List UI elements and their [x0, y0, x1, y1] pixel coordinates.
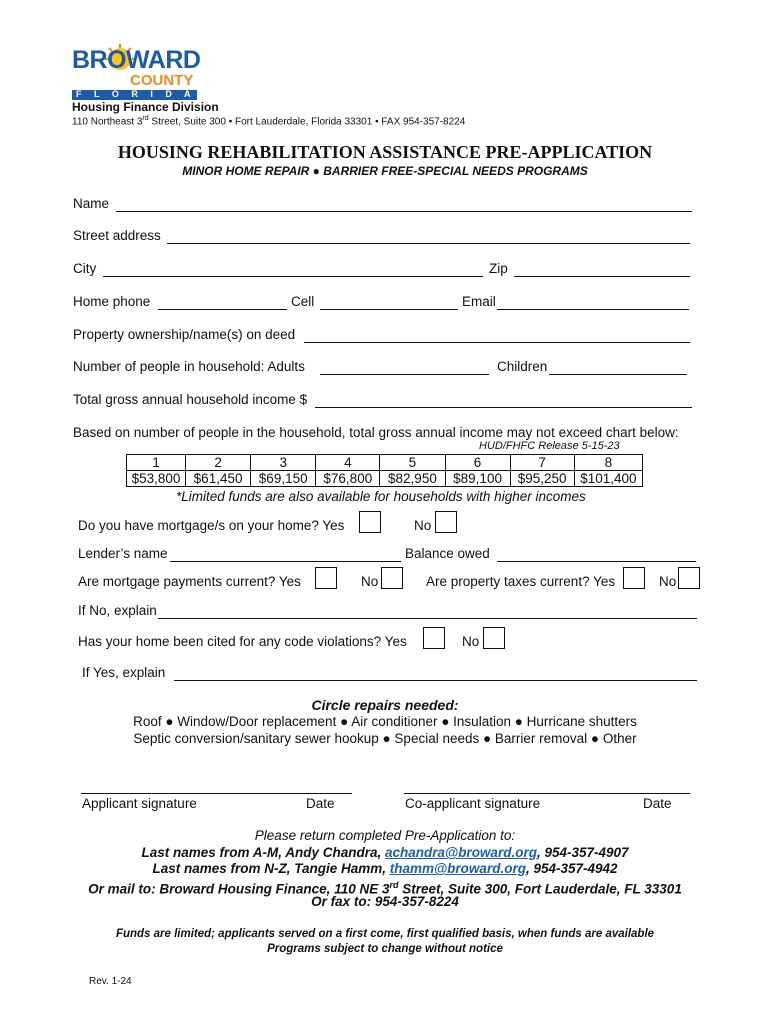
hamm-email-link[interactable]: thamm@broward.org [389, 861, 526, 876]
chandra-email-link[interactable]: achandra@broward.org [385, 845, 537, 860]
coapplicant-date-label: Date [643, 796, 672, 811]
household-size-cell: 6 [445, 455, 510, 471]
income-chart-note: *Limited funds are also available for households with higher incomes [176, 489, 586, 504]
explain-no-label: If No, explain [78, 603, 157, 618]
coapplicant-signature-label: Co-applicant signature [405, 796, 541, 811]
payments-current-question: Are mortgage payments current? Yes [78, 574, 301, 589]
city-field[interactable] [103, 263, 483, 277]
street-label: Street address [73, 228, 161, 243]
income-limit-cell: $69,150 [251, 471, 316, 487]
contact-text: , 954-357-4942 [525, 861, 618, 876]
payments-no-label: No [361, 574, 379, 589]
household-size-cell: 1 [127, 455, 186, 471]
cell-field[interactable] [320, 296, 458, 310]
income-limit-cell: $76,800 [316, 471, 380, 487]
income-limit-cell: $53,800 [127, 471, 186, 487]
adults-field[interactable] [320, 361, 489, 375]
revision-label: Rev. 1-24 [89, 976, 132, 987]
violations-no-label: No [462, 634, 480, 649]
balance-field[interactable] [497, 548, 696, 562]
taxes-no-label: No [659, 574, 677, 589]
division-name: Housing Finance Division [72, 100, 219, 114]
repairs-heading: Circle repairs needed: [311, 697, 459, 713]
income-limit-cell: $95,250 [510, 471, 574, 487]
broward-county-logo [72, 44, 201, 100]
contact-text: , 954-357-4907 [536, 845, 629, 860]
zip-label: Zip [489, 261, 508, 276]
name-label: Name [73, 196, 110, 211]
contact-text: Last names from A-M, Andy Chandra, [141, 845, 385, 860]
table-row [127, 471, 643, 487]
address-part: Street, Suite 300 • Fort Lauderdale, Florida 33301 • FAX 954-357-8224 [148, 116, 466, 128]
mortgage-no-label: No [414, 518, 432, 533]
taxes-yes-checkbox[interactable] [623, 567, 645, 589]
mortgage-no-checkbox[interactable] [435, 511, 457, 533]
taxes-current-question: Are property taxes current? Yes [426, 574, 616, 589]
email-label: Email [462, 294, 496, 309]
mortgage-question: Do you have mortgage/s on your home? Yes [78, 518, 345, 533]
household-size-cell: 4 [316, 455, 380, 471]
ownership-label: Property ownership/name(s) on deed [73, 327, 296, 342]
zip-field[interactable] [514, 263, 690, 277]
income-label: Total gross annual household income $ [73, 392, 308, 407]
household-size-cell: 8 [574, 455, 642, 471]
address-sup: rd [142, 115, 149, 122]
page-title: HOUSING REHABILITATION ASSISTANCE PRE-APPLICATION [117, 142, 653, 162]
balance-label: Balance owed [405, 546, 490, 561]
income-limit-cell: $101,400 [574, 471, 642, 487]
income-chart-release: HUD/FHFC Release 5-15-23 [479, 440, 620, 452]
payments-no-checkbox[interactable] [381, 567, 403, 589]
repairs-options-line2[interactable]: Septic conversion/sanitary sewer hookup ● Special needs ● Barrier removal ● Other [133, 731, 637, 746]
explain-yes-field[interactable] [174, 667, 697, 681]
income-chart-intro: Based on number of people in the household, total gross annual income may not exceed chart below: [73, 425, 679, 440]
income-field[interactable] [315, 394, 692, 408]
violations-no-checkbox[interactable] [483, 627, 505, 649]
explain-no-field[interactable] [158, 605, 697, 619]
household-size-cell: 5 [380, 455, 445, 471]
funds-notice: Funds are limited; applicants served on a first come, first qualified basis, when funds are available [115, 928, 655, 940]
children-label: Children [497, 359, 548, 374]
home-phone-field[interactable] [158, 296, 287, 310]
lender-field[interactable] [170, 548, 401, 562]
income-limit-cell: $89,100 [445, 471, 510, 487]
home-phone-label: Home phone [73, 294, 151, 309]
logo-florida-text: F L O R I D A [76, 89, 196, 99]
income-limit-cell: $82,950 [380, 471, 445, 487]
logo-broward-text: BROWARD [72, 46, 201, 74]
logo-county-text: COUNTY [130, 72, 194, 89]
email-field[interactable] [497, 296, 689, 310]
lender-label: Lender’s name [78, 546, 168, 561]
return-contact-a-m [0, 845, 770, 861]
name-field[interactable] [116, 198, 692, 212]
children-field[interactable] [549, 361, 687, 375]
applicant-date-label: Date [306, 796, 335, 811]
table-row [127, 455, 643, 471]
applicant-signature-label: Applicant signature [82, 796, 197, 811]
city-label: City [73, 261, 97, 276]
household-size-cell: 2 [186, 455, 251, 471]
payments-yes-checkbox[interactable] [315, 567, 337, 589]
household-size-cell: 7 [510, 455, 574, 471]
taxes-no-checkbox[interactable] [678, 567, 700, 589]
contact-text: Last names from N-Z, Tangie Hamm, [152, 861, 390, 876]
code-violations-question: Has your home been cited for any code violations? Yes [78, 634, 407, 649]
income-limit-cell: $61,450 [186, 471, 251, 487]
cell-label: Cell [291, 294, 315, 309]
repairs-options-line1[interactable]: Roof ● Window/Door replacement ● Air conditioner ● Insulation ● Hurricane shutters [133, 714, 637, 729]
mail-text: Street, Suite 300, Fort Lauderdale, FL 33301 [398, 881, 682, 897]
return-fax: Or fax to: 954-357-8224 [311, 894, 459, 909]
violations-yes-checkbox[interactable] [423, 627, 445, 649]
programs-notice: Programs subject to change without notice [267, 943, 503, 955]
street-field[interactable] [167, 230, 690, 244]
ownership-field[interactable] [304, 329, 690, 343]
applicant-signature-line[interactable] [81, 793, 352, 794]
coapplicant-signature-line[interactable] [404, 793, 690, 794]
income-limits-table [126, 454, 643, 487]
address-part: 110 Northeast 3 [72, 116, 143, 128]
return-contact-n-z [0, 861, 770, 877]
page-subtitle: MINOR HOME REPAIR ● BARRIER FREE-SPECIAL NEEDS PROGRAMS [182, 164, 588, 178]
return-intro: Please return completed Pre-Application to: [254, 828, 516, 843]
mail-text: Or mail to: Broward Housing Finance, 110 NE 3 [88, 881, 390, 897]
household-adults-label: Number of people in household: Adults [73, 359, 305, 374]
division-address [72, 115, 465, 127]
mail-sup: rd [389, 880, 399, 890]
mortgage-yes-checkbox[interactable] [359, 511, 381, 533]
household-size-cell: 3 [251, 455, 316, 471]
explain-yes-label: If Yes, explain [82, 665, 166, 680]
